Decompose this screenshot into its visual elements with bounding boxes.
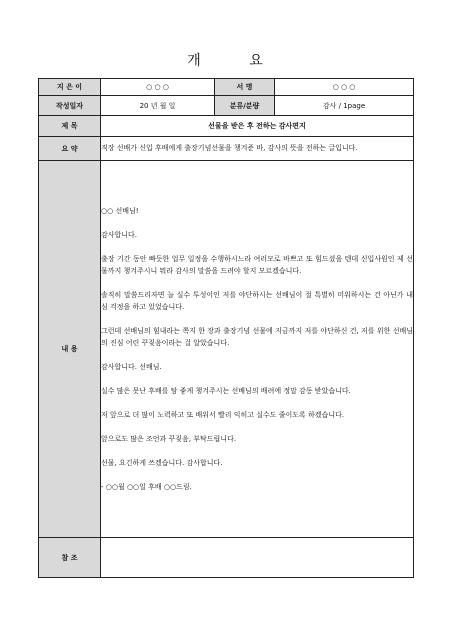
author-label: 지 은 이 <box>39 79 101 96</box>
content-paragraph: 그런데 선배님의 힘내라는 쪽지 한 장과 출장기념 선물에 지금까지 저를 야단하신 건, 저를 위한 선배님의 진심 어린 꾸짖음이라는 걸 알았습니다. <box>101 327 413 347</box>
content-paragraph: 솔직히 말씀드리자면 늘 실수 투성이인 저를 야단하시는 선배님이 절 특별히 미워하시는 건 아닌가 내심 걱정을 하고 있었습니다. <box>101 291 413 311</box>
summary-label: 요 약 <box>39 137 101 161</box>
content-row <box>39 161 414 538</box>
content-paragraph: 선물, 요긴하게 쓰겠습니다. 감사합니다. <box>101 459 223 467</box>
content-label: 내 용 <box>39 161 101 538</box>
content-paragraph: 실수 많은 못난 후배를 탐 좋게 챙겨주시는 선배님의 배려에 정말 감동 받았습니다. <box>101 387 351 395</box>
note-value <box>101 538 414 578</box>
summary-row <box>39 137 414 161</box>
author-row <box>39 79 414 96</box>
category-label: 분류/분량 <box>215 96 275 116</box>
content-paragraph: - ○○월 ○○일 후배 ○○드림. <box>101 483 192 491</box>
subject-label: 제 목 <box>39 116 101 137</box>
content-paragraph: ○○ 선배님! <box>101 207 139 215</box>
subject-value: 선물을 받은 후 전하는 감사편지 <box>101 116 414 137</box>
content-paragraph: 감사합니다. 선배님. <box>101 363 162 371</box>
author-value: ○ ○ ○ <box>101 79 215 96</box>
content-paragraph: 출장 기간 동안 빠듯한 업무 일정을 수행하시느라 여러모로 바쁘고 또 힘드셨을 텐데 신입사원인 제 선물까지 챙겨주시니 뭐라 감사의 말씀을 드려야 할지 모르겠습니다. <box>101 255 413 275</box>
content-paragraph: 저 앞으로 더 많이 노력하고 또 배워서 빨리 익히고 실수도 줄이도록 하겠습니다. <box>101 411 345 419</box>
note-row <box>39 538 414 578</box>
content-paragraph: 감사합니다. <box>101 231 138 239</box>
sign-label: 서 명 <box>215 79 275 96</box>
date-value: 20 년 월 일 <box>101 96 215 116</box>
content-body <box>101 161 414 538</box>
note-label: 참 조 <box>39 538 101 578</box>
sign-value: ○ ○ ○ <box>275 79 414 96</box>
date-label: 작성일자 <box>39 96 101 116</box>
summary-value: 직장 선배가 신입 후배에게 출장기념선물을 챙겨준 바, 감사의 뜻을 전하는 글입니다. <box>101 137 414 161</box>
category-value: 감사 / 1page <box>275 96 414 116</box>
overview-form-table <box>38 78 414 578</box>
date-row <box>39 96 414 116</box>
document-title: 개 요 <box>187 53 285 69</box>
content-paragraph: 앞으로도 많은 조언과 꾸짖음, 부탁드립니다. <box>101 435 237 443</box>
subject-row <box>39 116 414 137</box>
